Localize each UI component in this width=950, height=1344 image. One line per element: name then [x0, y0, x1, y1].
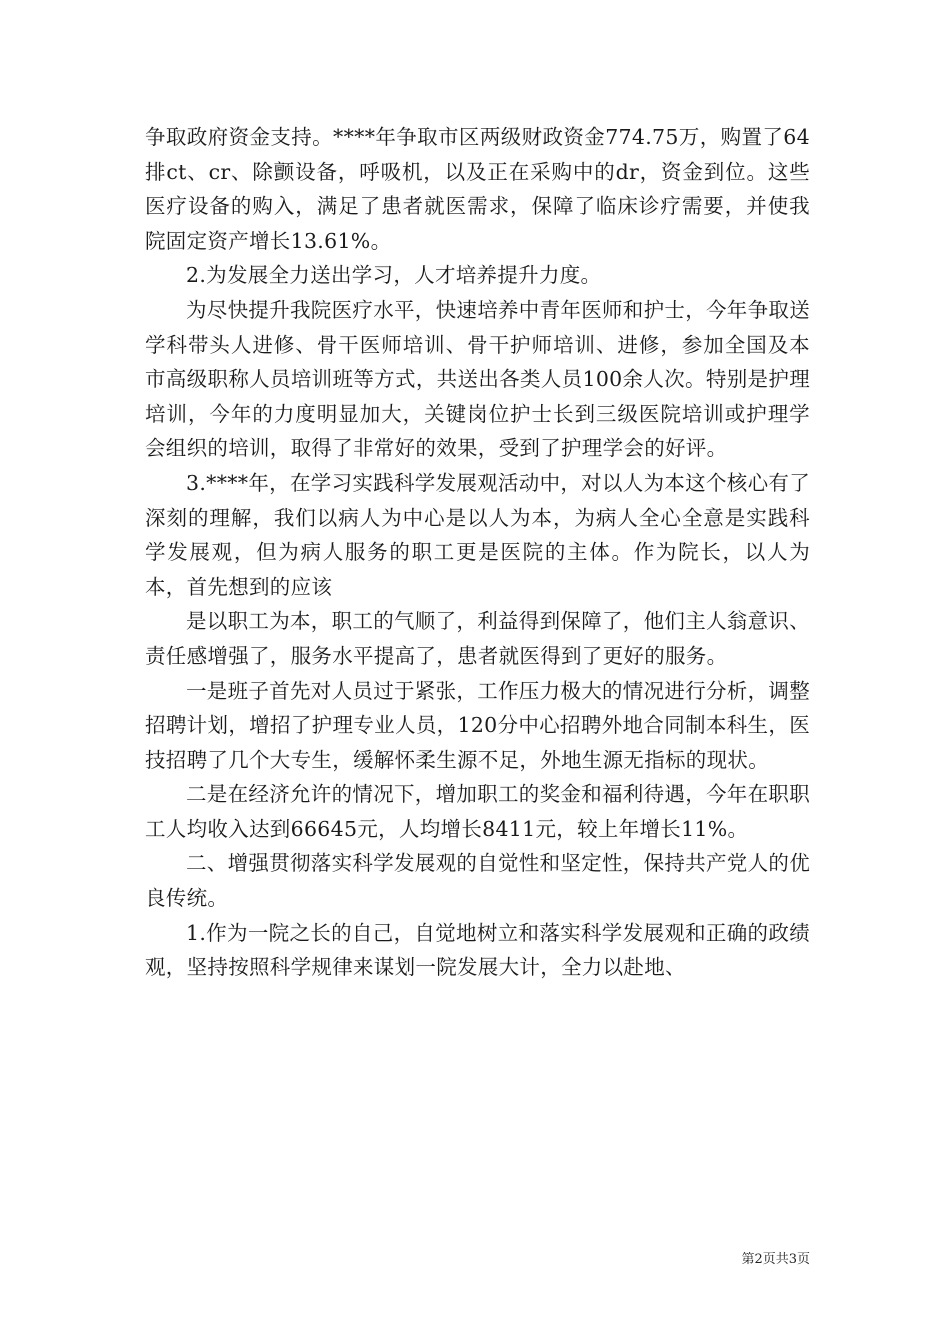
paragraph-6: 一是班子首先对人员过于紧张，工作压力极大的情况进行分析，调整招聘计划，增招了护理专业人员，120分中心招聘外地合同制本科生，医技招聘了几个大专生，缓解怀柔生源不足，外地生源无指标的现状。	[145, 678, 810, 772]
page-number: 第2页共3页	[741, 1252, 810, 1267]
paragraph-4: 3.****年，在学习实践科学发展观活动中，对以人为本这个核心有了深刻的理解，我们以病人为中心是以人为本，为病人全心全意是实践科学发展观，但为病人服务的职工更是医院的主体。作为院长，以人为本，首先想到的应该	[145, 470, 810, 599]
document-body	[145, 120, 810, 985]
paragraph-9: 1.作为一院之长的自己，自觉地树立和落实科学发展观和正确的政绩观，坚持按照科学规律来谋划一院发展大计，全力以赴地、	[145, 920, 810, 980]
paragraph-1: 争取政府资金支持。****年争取市区两级财政资金774.75万，购置了64排ct、cr、除颤设备，呼吸机，以及正在采购中的dr，资金到位。这些医疗设备的购入，满足了患者就医需求，保障了临床诊疗需要，并使我院固定资产增长13.61%。	[145, 125, 810, 253]
paragraph-7: 二是在经济允许的情况下，增加职工的奖金和福利待遇，今年在职职工人均收入达到66645元，人均增长8411元，较上年增长11%。	[145, 782, 810, 841]
paragraph-8: 二、增强贯彻落实科学发展观的自觉性和坚定性，保持共产党人的优良传统。	[145, 851, 810, 911]
paragraph-5: 是以职工为本，职工的气顺了，利益得到保障了，他们主人翁意识、责任感增强了，服务水平提高了，患者就医得到了更好的服务。	[145, 609, 810, 668]
paragraph-3: 为尽快提升我院医疗水平，快速培养中青年医师和护士，今年争取送学科带头人进修、骨干医师培训、骨干护师培训、进修，参加全国及本市高级职称人员培训班等方式，共送出各类人员100余人次。特别是护理培训，今年的力度明显加大，关键岗位护士长到三级医院培训或护理学会组织的培训，取得了非常好的效果，受到了护理学会的好评。	[145, 297, 810, 461]
paragraph-2: 2.为发展全力送出学习，人才培养提升力度。	[186, 263, 602, 288]
